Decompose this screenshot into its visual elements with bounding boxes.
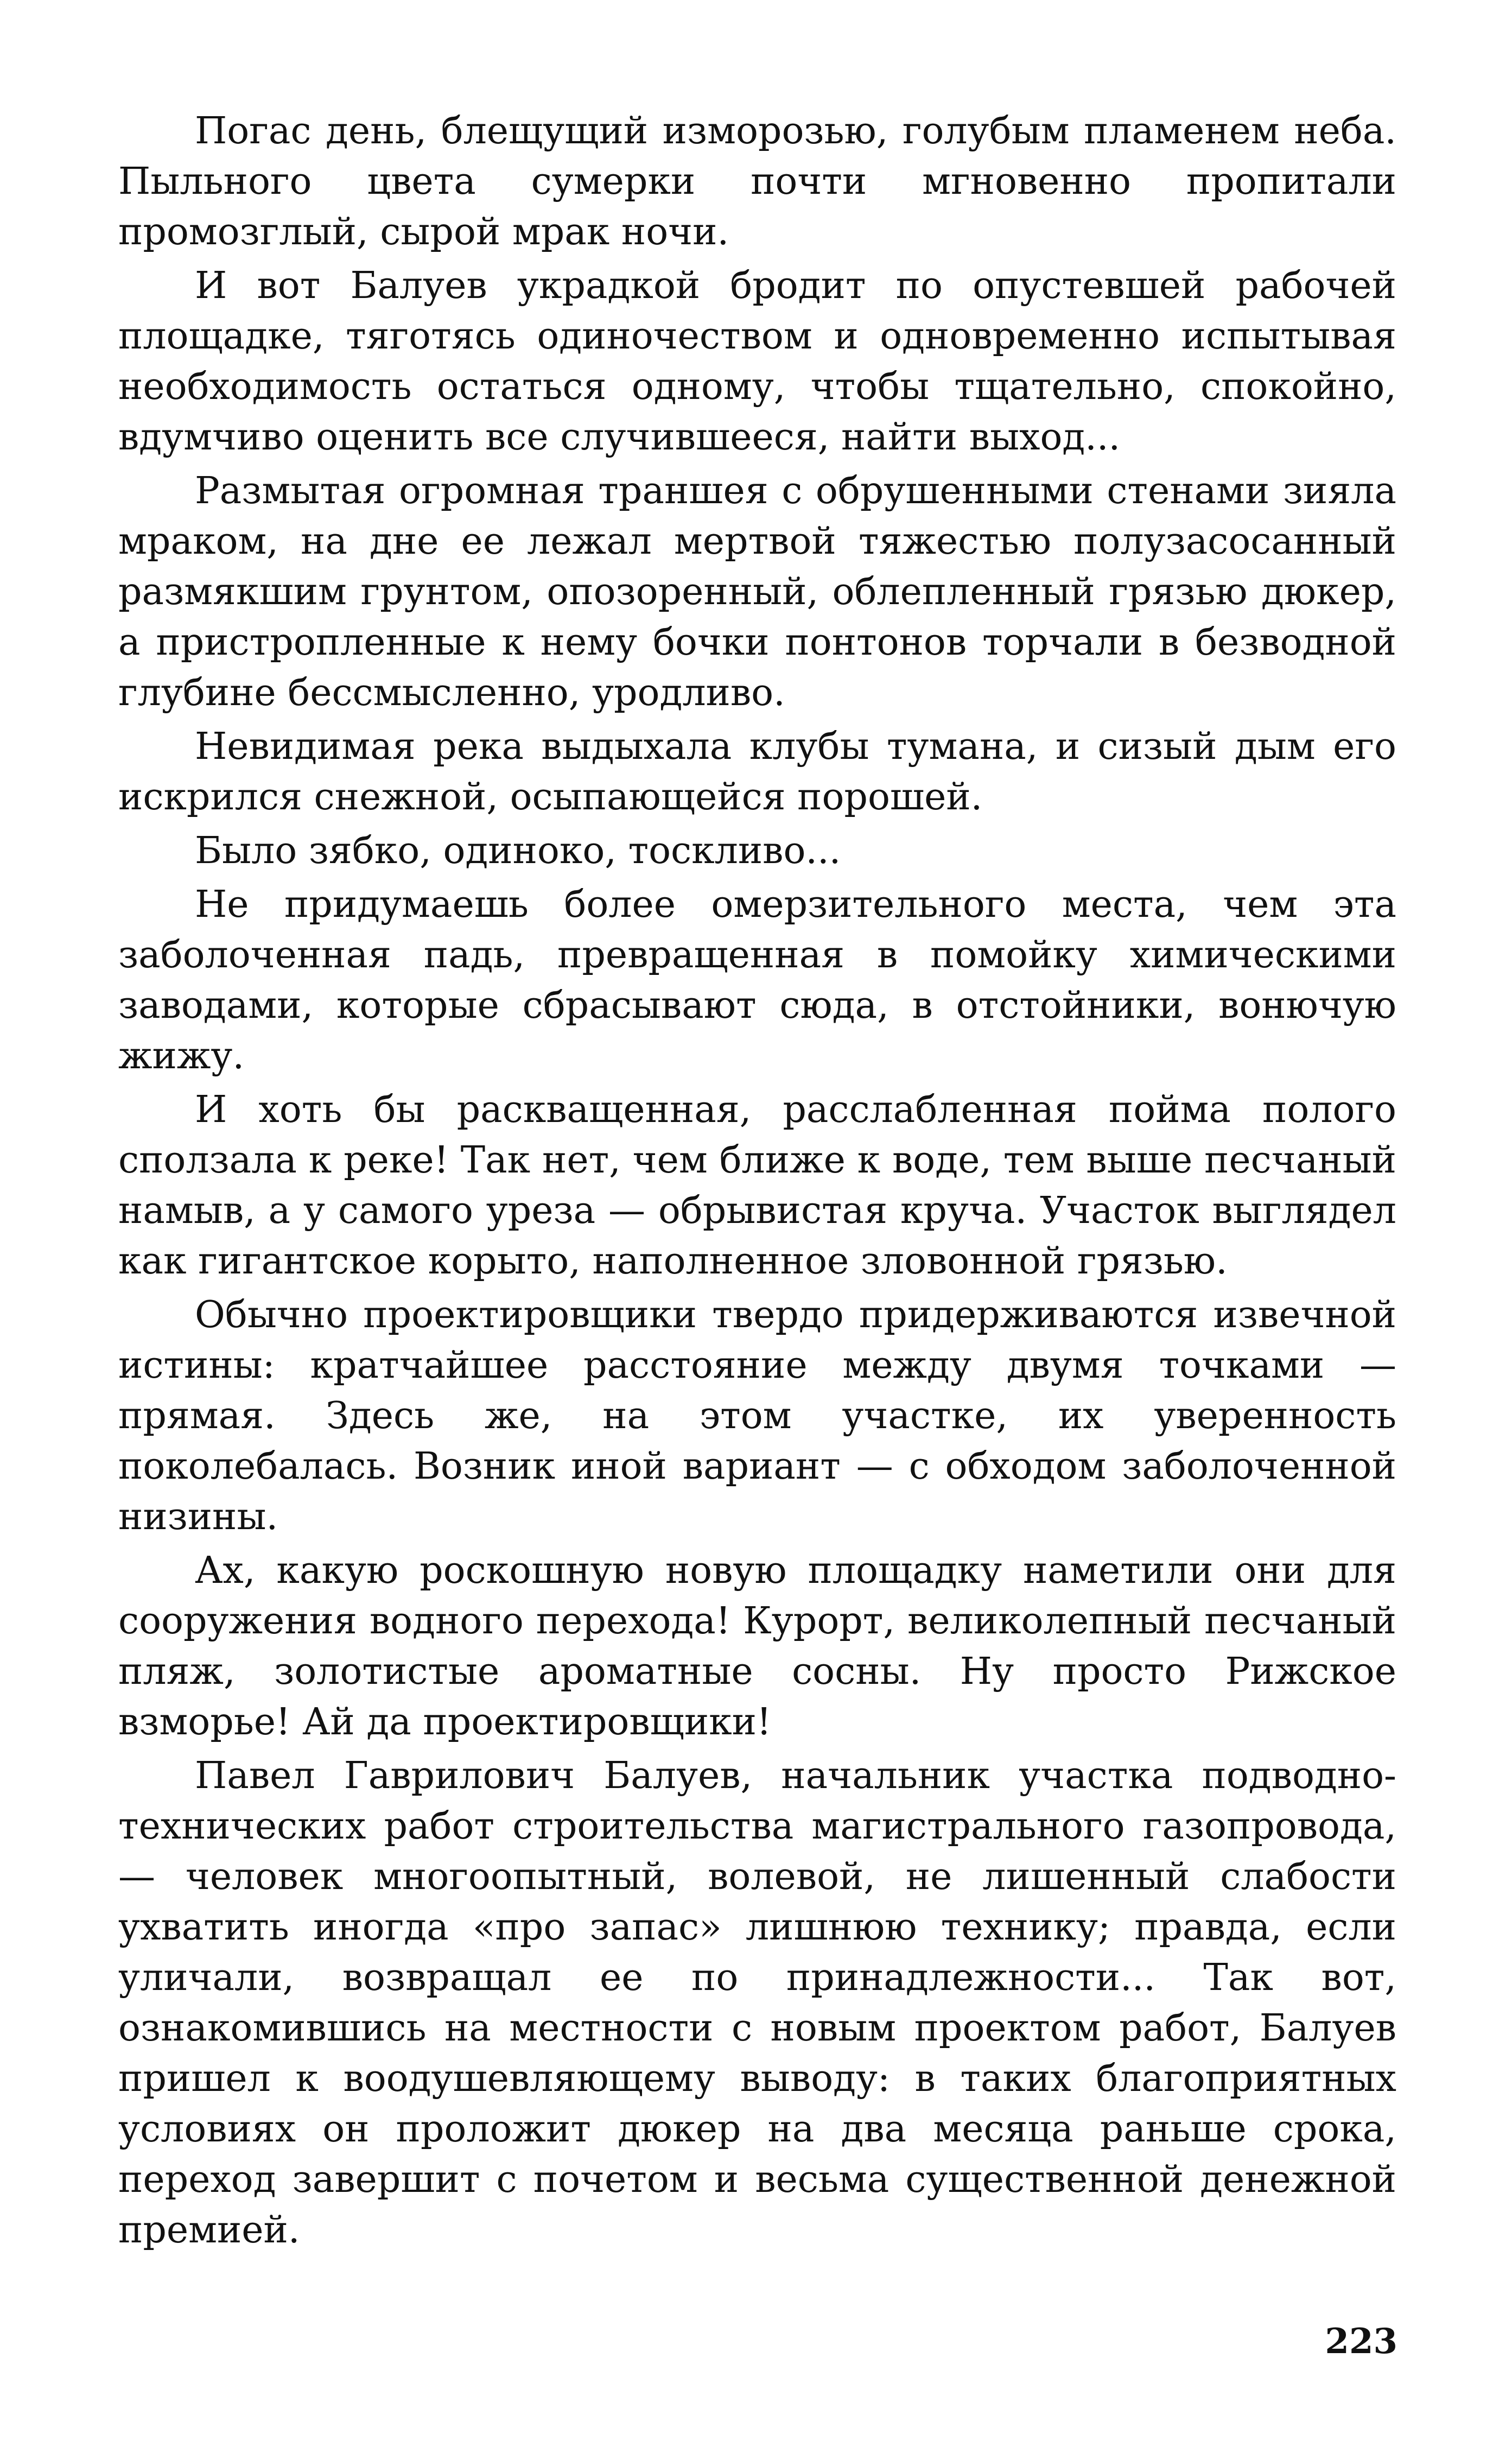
paragraph: Было зябко, одиноко, тоскливо... [195,829,841,872]
body-text [118,106,1396,2259]
paragraph: Погас день, блещущий изморозью, голубым пламенем неба. Пыльного цвета сумерки почти мгновенно пропитали промозглый, сырой мрак ночи. [118,110,1396,253]
paragraph: Размытая огромная траншея с обрушенными стенами зияла мраком, на дне ее лежал мертвой тяжестью полузасосанный размякшим грунтом, опозоренный, облепленный грязью дюкер, а пристропленные к нему бочки понтонов торчали в безводной глубине бессмысленно, уродливо. [118,470,1396,714]
paragraph: Не придумаешь более омерзительного места, чем эта заболоченная падь, превращенная в помойку химическими заводами, которые сбрасывают сюда, в отстойники, вонючую жижу. [118,883,1396,1077]
paragraph: Ах, какую роскошную новую площадку наметили они для сооружения водного перехода! Курорт, великолепный песчаный пляж, золотистые ароматные сосны. Ну просто Рижское взморье! Ай да проектировщики! [118,1549,1396,1744]
paragraph: Обычно проектировщики твердо придерживаются извечной истины: кратчайшее расстояние между двумя точками — прямая. Здесь же, на этом участке, их уверенность поколебалась. Возник иной вариант — с обходом заболоченной низины. [118,1294,1396,1538]
paragraph: И хоть бы раскващенная, расслабленная пойма полого сползала к реке! Так нет, чем ближе к воде, тем выше песчаный намыв, а у самого уреза — обрывистая круча. Участок выглядел как гигантское корыто, наполненное зловонной грязью. [118,1088,1396,1283]
paragraph: Павел Гаврилович Балуев, начальник участка подводно-технических работ строительства магистрального газопровода,— человек многоопытный, волевой, не лишенный слабости ухватить иногда «про запас» лишнюю технику; правда, если уличали, возвращал ее по принадлежности... Так вот, ознакомившись на местности с новым проектом работ, Балуев пришел к воодушевляющему выводу: в таких благоприятных условиях он проложит дюкер на два месяца раньше срока, переход завершит с почетом и весьма существенной денежной премией. [118,1754,1396,2252]
page-number: 223 [1325,2321,1397,2362]
paragraph: И вот Балуев украдкой бродит по опустевшей рабочей площадке, тяготясь одиночеством и одновременно испытывая необходимость остаться одному, чтобы тщательно, спокойно, вдумчиво оценить все случившееся, найти выход... [118,264,1396,459]
paragraph: Невидимая река выдыхала клубы тумана, и сизый дым его искрился снежной, осыпающейся порошей. [118,725,1396,819]
